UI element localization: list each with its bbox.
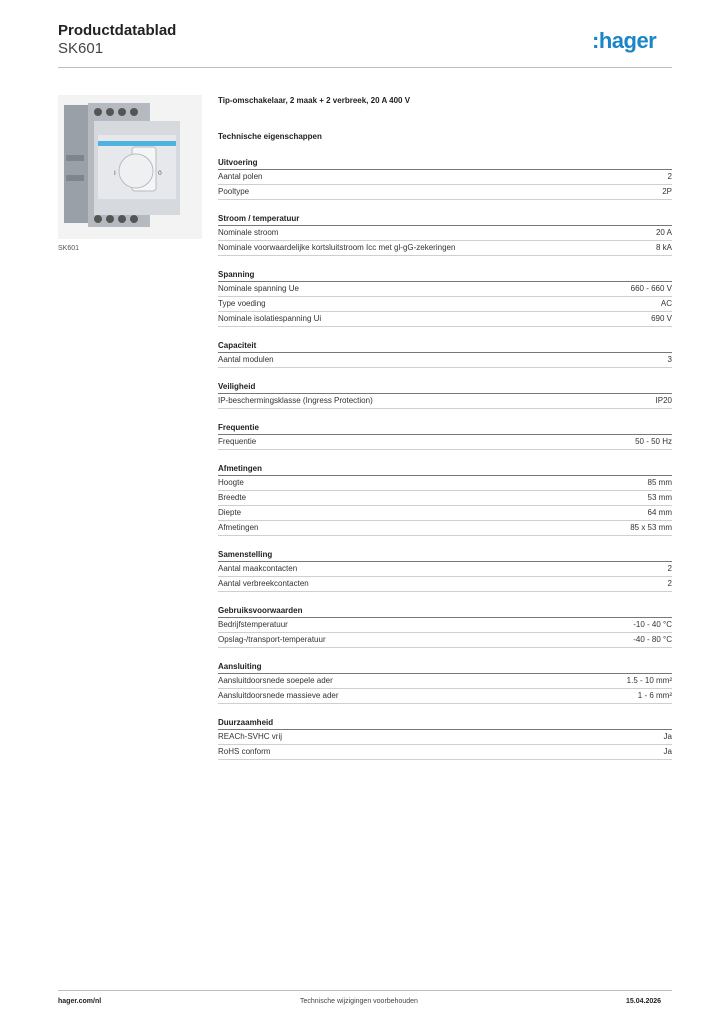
spec-value: 1.5 - 10 mm² (626, 676, 672, 685)
spec-row (218, 282, 672, 297)
tech-properties-title: Technische eigenschappen (218, 132, 322, 141)
spec-row (218, 521, 672, 536)
section-heading: Afmetingen (218, 464, 672, 476)
spec-value: 2 (667, 172, 672, 181)
spec-row (218, 312, 672, 327)
spec-value: 690 V (651, 314, 672, 323)
spec-label: Pooltype (218, 187, 250, 196)
spec-label: Afmetingen (218, 523, 259, 532)
spec-row (218, 674, 672, 689)
spec-label: Aantal polen (218, 172, 263, 181)
section-heading: Uitvoering (218, 158, 672, 170)
spec-label: Breedte (218, 493, 247, 502)
spec-row (218, 170, 672, 185)
svg-text:0: 0 (158, 170, 162, 177)
spec-value: 20 A (655, 228, 672, 237)
spec-value: 85 x 53 mm (630, 523, 672, 532)
spec-value: 8 kA (655, 243, 672, 252)
spec-value: 2P (662, 187, 672, 196)
spec-sections (218, 158, 672, 760)
section-heading: Stroom / temperatuur (218, 214, 672, 226)
spec-value: 53 mm (647, 493, 672, 502)
spec-value: -40 - 80 °C (633, 635, 672, 644)
spec-row (218, 745, 672, 760)
spec-label: Aantal maakcontacten (218, 564, 298, 573)
spec-value: 85 mm (647, 478, 672, 487)
section-heading: Duurzaamheid (218, 718, 672, 730)
spec-value: 64 mm (647, 508, 672, 517)
spec-section (218, 270, 672, 327)
spec-row (218, 241, 672, 256)
page-subtitle: SK601 (58, 40, 104, 57)
svg-text:I: I (114, 170, 116, 177)
spec-label: Nominale stroom (218, 228, 279, 237)
spec-row (218, 562, 672, 577)
spec-value: Ja (663, 747, 672, 756)
spec-section (218, 606, 672, 648)
spec-label: Hoogte (218, 478, 244, 487)
spec-row (218, 506, 672, 521)
spec-row (218, 689, 672, 704)
footer-disclaimer: Technische wijzigingen voorbehouden (300, 998, 418, 1005)
spec-label: Type voeding (218, 299, 266, 308)
spec-row (218, 353, 672, 368)
page-title: Productdatablad (58, 22, 177, 39)
spec-value: 2 (667, 579, 672, 588)
header-divider (58, 67, 672, 68)
spec-row (218, 394, 672, 409)
spec-label: Aantal verbreekcontacten (218, 579, 309, 588)
hager-logo: :hager (592, 28, 657, 53)
spec-section (218, 718, 672, 760)
spec-value: -10 - 40 °C (633, 620, 672, 629)
spec-section (218, 464, 672, 536)
spec-row (218, 730, 672, 745)
spec-label: Frequentie (218, 437, 257, 446)
spec-row (218, 618, 672, 633)
section-heading: Veiligheid (218, 382, 672, 394)
spec-content (218, 96, 672, 760)
section-heading: Capaciteit (218, 341, 672, 353)
spec-label: Nominale isolatiespanning Ui (218, 314, 322, 323)
spec-value: 3 (667, 355, 672, 364)
section-heading: Aansluiting (218, 662, 672, 674)
spec-value: AC (660, 299, 672, 308)
section-heading: Spanning (218, 270, 672, 282)
spec-value: 50 - 50 Hz (635, 437, 672, 446)
spec-section (218, 214, 672, 256)
footer-date: 15.04.2026 (626, 998, 662, 1005)
spec-value: IP20 (655, 396, 672, 405)
footer-website[interactable]: hager.com/nl (58, 998, 102, 1005)
product-image (58, 95, 202, 239)
spec-value: 660 - 660 V (630, 284, 672, 293)
spec-label: Aansluitdoorsnede massieve ader (218, 691, 339, 700)
logo-text: hager (598, 28, 657, 53)
spec-section (218, 158, 672, 200)
spec-label: IP-beschermingsklasse (Ingress Protection) (218, 396, 373, 405)
section-heading: Samenstelling (218, 550, 672, 562)
spec-row (218, 185, 672, 200)
spec-row (218, 476, 672, 491)
spec-label: Aantal modulen (218, 355, 274, 364)
spec-section (218, 382, 672, 409)
spec-label: RoHS conform (218, 747, 271, 756)
spec-value: 2 (667, 564, 672, 573)
spec-section (218, 662, 672, 704)
section-heading: Frequentie (218, 423, 672, 435)
spec-value: 1 - 6 mm² (637, 691, 672, 700)
spec-row (218, 577, 672, 592)
spec-label: REACh-SVHC vrij (218, 732, 283, 741)
switch-device-illustration (58, 95, 202, 239)
spec-label: Nominale spanning Ue (218, 284, 299, 293)
spec-row (218, 633, 672, 648)
footer-divider (58, 990, 672, 991)
spec-value: Ja (663, 732, 672, 741)
spec-section (218, 423, 672, 450)
spec-label: Nominale voorwaardelijke kortsluitstroom Icc met gl-gG-zekeringen (218, 243, 456, 252)
spec-row (218, 226, 672, 241)
section-heading: Gebruiksvoorwaarden (218, 606, 672, 618)
spec-label: Opslag-/transport-temperatuur (218, 635, 326, 644)
spec-label: Bedrijfstemperatuur (218, 620, 288, 629)
image-caption: SK601 (58, 245, 80, 252)
spec-section (218, 550, 672, 592)
spec-section (218, 341, 672, 368)
spec-row (218, 435, 672, 450)
spec-label: Aansluitdoorsnede soepele ader (218, 676, 333, 685)
spec-label: Diepte (218, 508, 242, 517)
spec-row (218, 297, 672, 312)
product-description: Tip-omschakelaar, 2 maak + 2 verbreek, 20 A 400 V (218, 96, 411, 105)
spec-row (218, 491, 672, 506)
